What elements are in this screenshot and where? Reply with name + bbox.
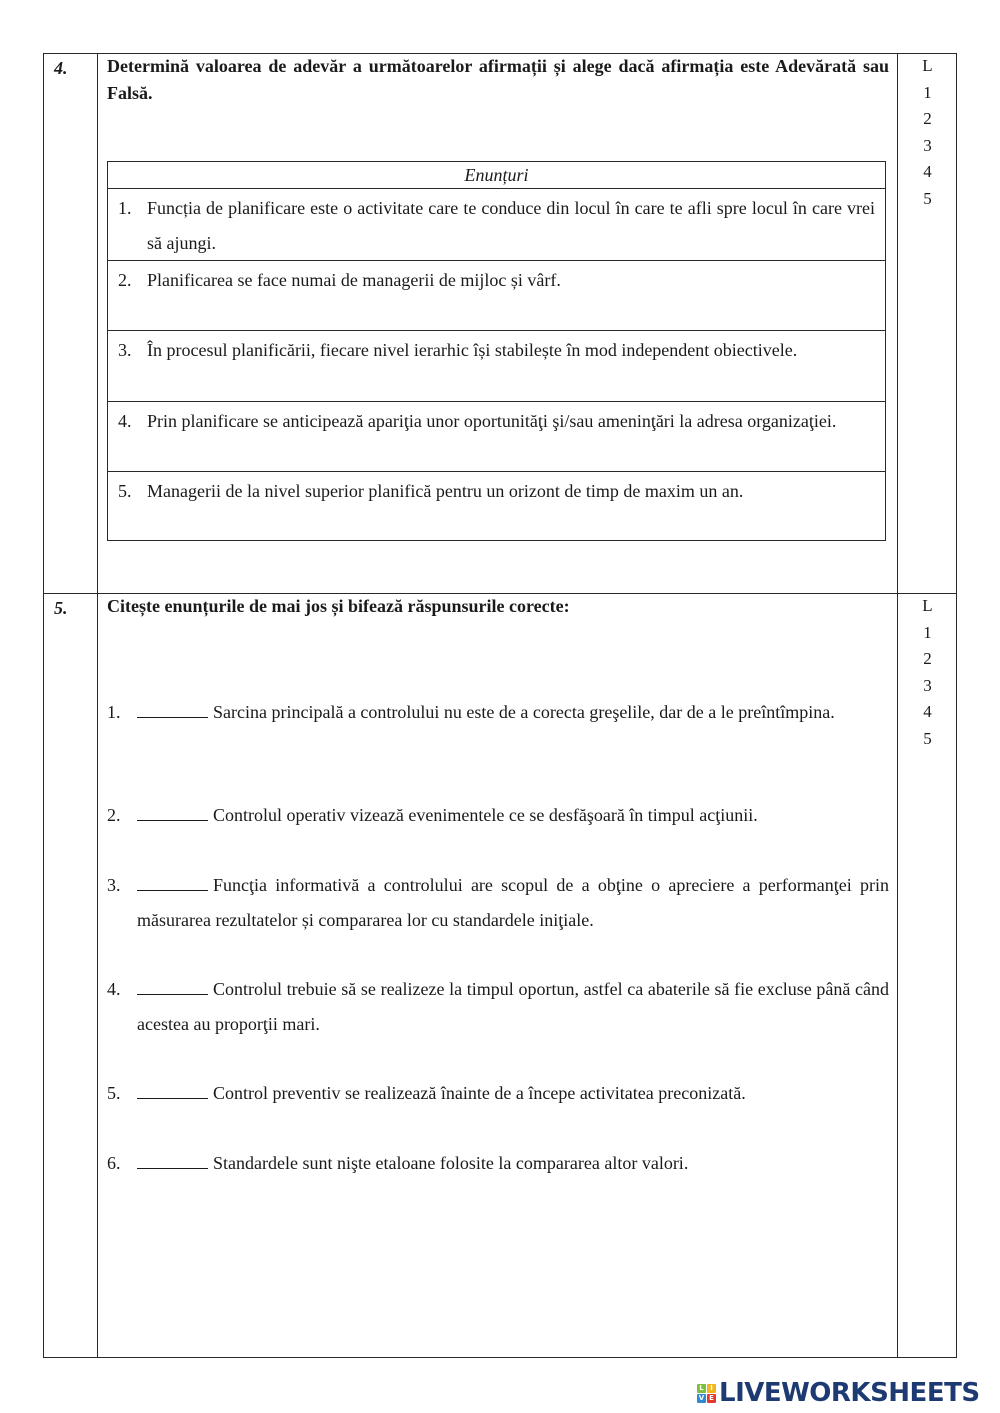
statements-table xyxy=(107,161,886,541)
statement-row[interactable] xyxy=(108,471,885,541)
statement-number: 1. xyxy=(118,198,132,218)
statement-text: Prin planificare se anticipează apariţia unor oportunităţi şi/sau ameninţări la adresa organizaţiei. xyxy=(147,411,837,431)
level-1: 1 xyxy=(923,82,932,102)
item-text: Controlul operativ vizează evenimentele ce se desfăşoară în timpul acţiunii. xyxy=(213,805,758,825)
question-5-levels xyxy=(899,593,956,752)
question-4-number: 4. xyxy=(54,58,68,78)
statement-row[interactable] xyxy=(108,188,885,260)
level-1: 1 xyxy=(923,622,932,642)
statement-row[interactable] xyxy=(108,260,885,330)
statement-text: În procesul planificării, fiecare nivel ierarhic își stabilește în mod independent obiectivele. xyxy=(147,340,798,360)
level-label: L xyxy=(922,596,933,615)
question-5-number: 5. xyxy=(54,598,68,618)
item-text: Funcţia informativă a controlului are scopul de a obţine o apreciere a performanţei prin măsurarea rezultatelor și compararea lor cu standardele iniţiale. xyxy=(137,875,889,930)
level-4: 4 xyxy=(923,702,932,721)
item-number: 1. xyxy=(107,702,121,722)
answer-blank[interactable] xyxy=(137,1080,208,1099)
item-text: Sarcina principală a controlului nu este de a corecta greşelile, dar de a le preîntîmpina. xyxy=(213,702,835,722)
level-3: 3 xyxy=(923,135,932,155)
level-5: 5 xyxy=(923,728,932,748)
answer-blank[interactable] xyxy=(137,802,208,821)
question-5-title: Citește enunțurile de mai jos și bifează răspunsurile corecte: xyxy=(107,596,570,616)
statement-item-3 xyxy=(107,868,889,937)
statement-number: 2. xyxy=(118,270,132,290)
level-3: 3 xyxy=(923,675,932,695)
answer-blank[interactable] xyxy=(137,699,208,718)
statement-text: Managerii de la nivel superior planifică pentru un orizont de timp de maxim un an. xyxy=(147,481,744,501)
item-text: Control preventiv se realizează înainte de a începe activitatea preconizată. xyxy=(213,1083,746,1103)
level-label: L xyxy=(922,56,933,75)
statement-row[interactable] xyxy=(108,401,885,471)
column-divider xyxy=(97,54,98,1357)
question-4-title: Determină valoarea de adevăr a următoarelor afirmații și alege dacă afirmația este Adevărată sau Falsă. xyxy=(107,56,889,103)
liveworksheets-logo xyxy=(697,1378,980,1408)
statement-item-2 xyxy=(107,798,889,833)
level-4: 4 xyxy=(923,162,932,181)
level-2: 2 xyxy=(923,109,932,128)
item-number: 4. xyxy=(107,979,121,999)
statement-text: Funcția de planificare este o activitate care te conduce din locul în care te afli spre locul în care vrei să ajungi. xyxy=(147,198,875,253)
statement-number: 4. xyxy=(118,411,132,431)
item-text: Standardele sunt nişte etaloane folosite la compararea altor valori. xyxy=(213,1153,689,1173)
statement-row[interactable] xyxy=(108,330,885,401)
item-number: 3. xyxy=(107,875,121,895)
statements-header: Enunțuri xyxy=(464,165,529,185)
statement-number: 3. xyxy=(118,340,132,360)
item-number: 6. xyxy=(107,1153,121,1173)
level-5: 5 xyxy=(923,188,932,208)
statement-text: Planificarea se face numai de managerii de mijloc și vârf. xyxy=(147,270,561,290)
level-2: 2 xyxy=(923,649,932,668)
item-text: Controlul trebuie să se realizeze la timpul oportun, astfel ca abaterile să fie excluse până când acestea au proporţii mari. xyxy=(137,979,889,1034)
statement-number: 5. xyxy=(118,481,132,501)
answer-blank[interactable] xyxy=(137,1150,208,1169)
live-blocks-icon: L I V E xyxy=(697,1384,716,1403)
item-number: 2. xyxy=(107,805,121,825)
question-4-levels xyxy=(899,53,956,212)
column-divider xyxy=(897,54,898,1357)
statement-item-6 xyxy=(107,1146,889,1181)
answer-blank[interactable] xyxy=(137,976,208,995)
item-number: 5. xyxy=(107,1083,121,1103)
questions-table xyxy=(43,53,957,1358)
statement-item-5 xyxy=(107,1076,889,1111)
statement-item-1 xyxy=(107,695,889,730)
logo-text: LIVEWORKSHEETS xyxy=(719,1378,980,1408)
statement-item-4 xyxy=(107,972,889,1041)
answer-blank[interactable] xyxy=(137,872,208,891)
